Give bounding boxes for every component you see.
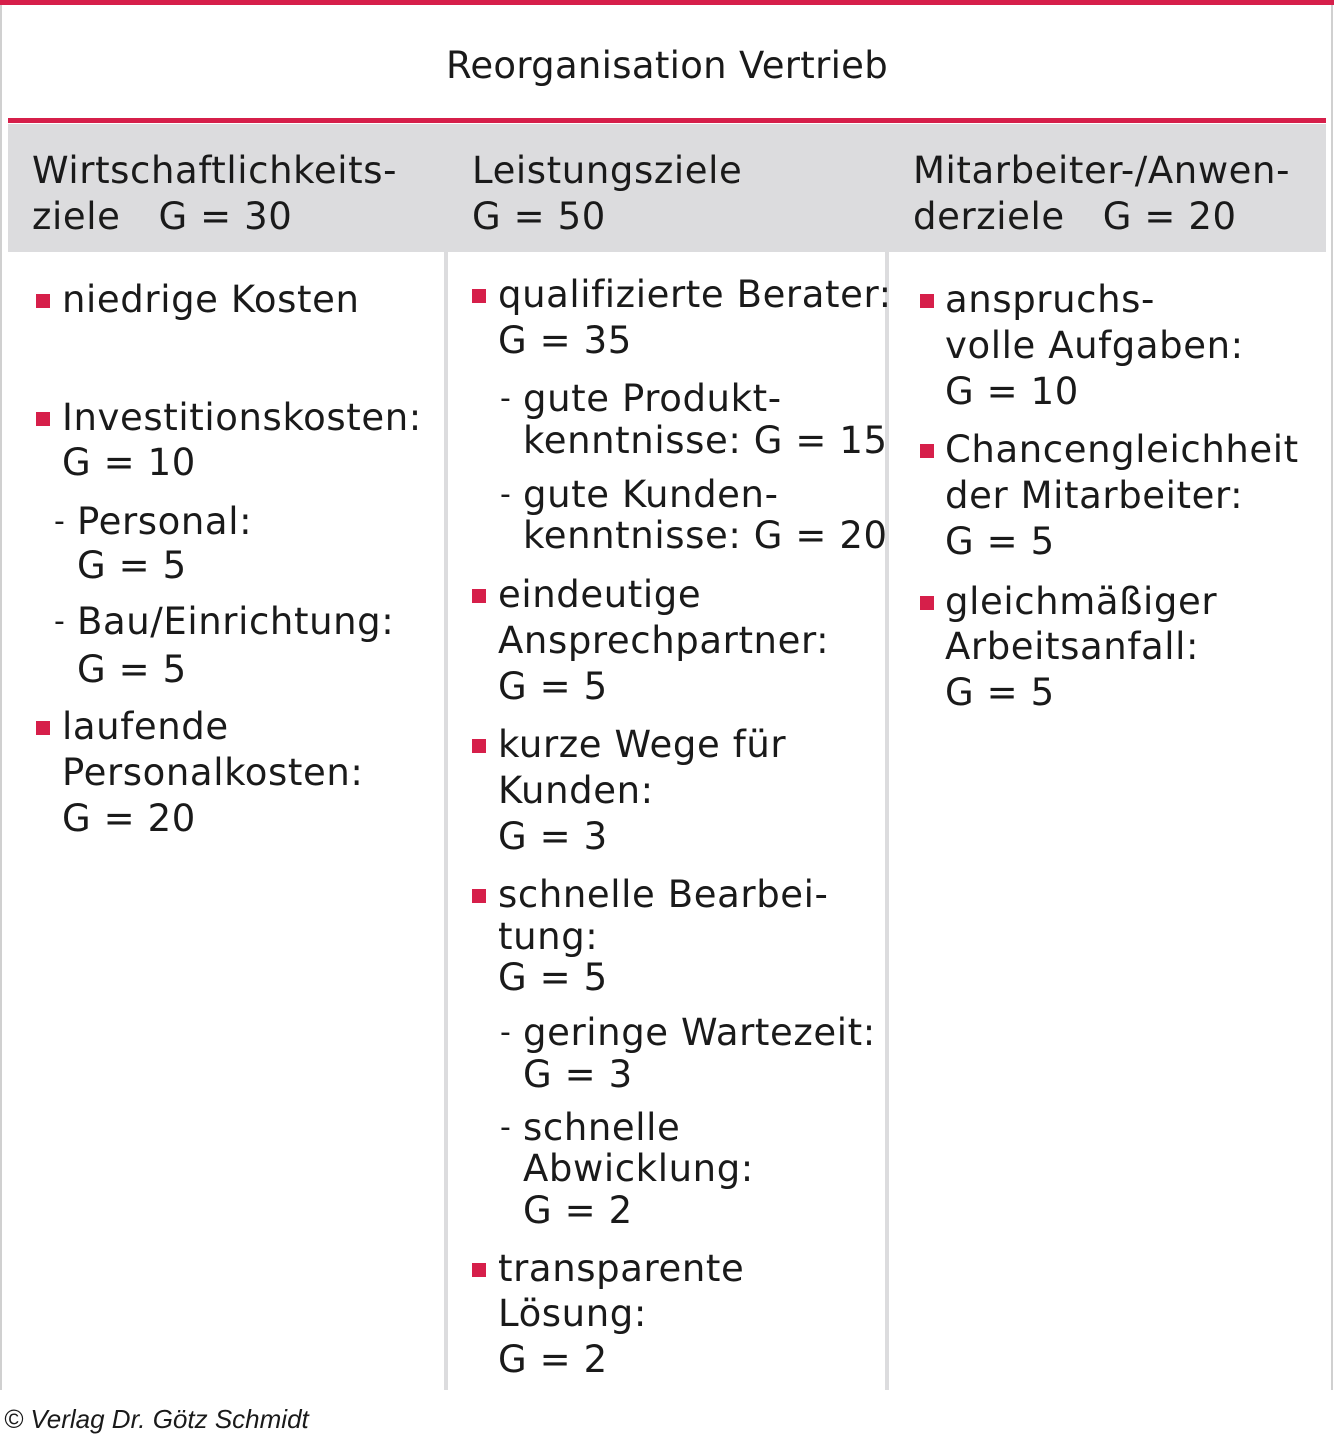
goal-item-line: niedrige Kosten <box>62 278 360 321</box>
sub-item-dash: - <box>500 477 511 512</box>
bullet-square-icon <box>472 289 486 303</box>
bullet-square-icon <box>36 412 50 426</box>
column-weight: G = 30 <box>158 195 293 238</box>
bullet-square-icon <box>472 589 486 603</box>
column-heading-line1: Wirtschaftlichkeits- <box>32 149 398 192</box>
goal-item-weight: G = 10 <box>62 441 196 484</box>
goal-item-weight: G = 10 <box>945 370 1079 413</box>
column-header-wirtschaftlichkeit <box>8 124 444 252</box>
goal-item-line: tung: <box>498 915 599 958</box>
bullet-square-icon <box>920 444 934 458</box>
sub-item-dash: - <box>500 381 511 416</box>
sub-item-dash: - <box>500 1015 511 1050</box>
sub-item-dash: - <box>54 604 65 639</box>
bullet-square-icon <box>472 889 486 903</box>
diagram-title: Reorganisation Vertrieb <box>445 44 889 87</box>
column-heading-line1: Mitarbeiter-/Anwen- <box>913 149 1291 192</box>
goal-item-line: Investitionskosten: <box>62 396 422 439</box>
goal-item-weight: G = 5 <box>945 520 1055 563</box>
sub-goal-line: schnelle <box>523 1106 681 1149</box>
goal-item-weight: G = 5 <box>498 956 608 999</box>
goal-item-weight: G = 5 <box>498 665 608 708</box>
sub-item-dash: - <box>54 504 65 539</box>
header-accent-line <box>8 118 1326 123</box>
goal-item-weight: G = 20 <box>62 797 196 840</box>
sub-goal-line: geringe Wartezeit: <box>523 1011 876 1054</box>
goal-item-line: gleichmäßiger <box>945 580 1218 623</box>
bullet-square-icon <box>36 294 50 308</box>
sub-goal-line: Bau/Einrichtung: <box>77 600 395 643</box>
goal-item-weight: G = 5 <box>945 671 1055 714</box>
sub-goal-weight: G = 2 <box>523 1189 633 1232</box>
goal-item-line: Personalkosten: <box>62 751 364 794</box>
goal-item-line: schnelle Bearbei- <box>498 873 829 916</box>
bullet-square-icon <box>472 739 486 753</box>
bullet-square-icon <box>36 721 50 735</box>
goal-item-line: qualifizierte Berater: <box>498 273 892 316</box>
goal-item-line: laufende <box>62 705 229 748</box>
top-accent-line <box>0 0 1334 5</box>
sub-goal-line: kenntnisse: G = 20 <box>523 514 888 557</box>
goal-item-line: Chancengleichheit <box>945 428 1299 471</box>
goal-item-line: Kunden: <box>498 769 654 812</box>
sub-goal-line: kenntnisse: G = 15 <box>523 419 888 462</box>
column-weight: G = 20 <box>1102 195 1237 238</box>
goal-item-weight: G = 2 <box>498 1338 608 1381</box>
column-heading-line2: ziele <box>32 195 121 238</box>
column-weight: G = 50 <box>472 195 606 238</box>
sub-goal-weight: G = 5 <box>77 648 187 691</box>
goal-item-line: anspruchs- <box>945 278 1155 321</box>
goal-item-line: Ansprechpartner: <box>498 619 830 662</box>
goal-item-line: der Mitarbeiter: <box>945 474 1244 517</box>
goal-item-line: eindeutige <box>498 573 702 616</box>
sub-goal-line: gute Produkt- <box>523 377 782 420</box>
goal-item-weight: G = 3 <box>498 815 608 858</box>
goal-item-weight: G = 35 <box>498 319 632 362</box>
goal-item-line: kurze Wege für <box>498 723 787 766</box>
sub-item-dash: - <box>500 1110 511 1145</box>
sub-goal-weight: G = 5 <box>77 544 187 587</box>
goal-item-line: Lösung: <box>498 1292 647 1335</box>
sub-goal-line: gute Kunden- <box>523 473 779 516</box>
sub-goal-line: Personal: <box>77 500 253 543</box>
copyright-footer: © Verlag Dr. Götz Schmidt <box>4 1404 309 1434</box>
column-header-leistung <box>448 124 885 252</box>
goal-item-line: transparente <box>498 1247 745 1290</box>
column-header-mitarbeiter <box>889 124 1326 252</box>
frame-right-border <box>1331 0 1333 1390</box>
column-divider-1 <box>444 124 448 1390</box>
column-heading-line1: Leistungsziele <box>472 149 743 192</box>
goal-item-line: volle Aufgaben: <box>945 324 1244 367</box>
bullet-square-icon <box>920 596 934 610</box>
bullet-square-icon <box>472 1263 486 1277</box>
column-heading-line2: derziele <box>913 195 1065 238</box>
frame-left-border <box>0 0 2 1390</box>
goal-item-line: Arbeitsanfall: <box>945 625 1200 668</box>
sub-goal-line: Abwicklung: <box>523 1147 754 1190</box>
sub-goal-weight: G = 3 <box>523 1053 633 1096</box>
bullet-square-icon <box>920 294 934 308</box>
